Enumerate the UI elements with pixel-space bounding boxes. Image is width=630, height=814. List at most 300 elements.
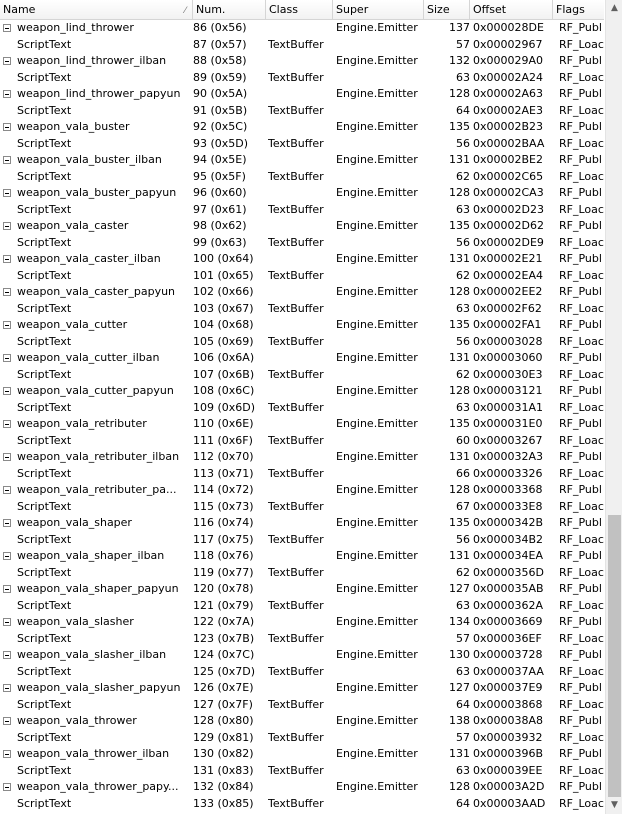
row-num: 96 (0x60) (193, 186, 247, 199)
table-row[interactable] (0, 515, 604, 532)
row-offset: 0x000033E8 (473, 499, 543, 513)
row-offset: 0x00002D23 (473, 202, 544, 216)
table-row[interactable] (0, 202, 604, 219)
row-class: TextBuffer (268, 532, 324, 546)
row-name: weapon_vala_slasher (17, 615, 134, 628)
row-super (336, 70, 424, 87)
table-row[interactable] (0, 796, 604, 813)
row-name: ScriptText (17, 664, 72, 678)
name-cell (0, 235, 190, 252)
row-flags: RF_Publ (559, 186, 602, 199)
table-row[interactable] (0, 565, 604, 582)
row-offset: 0x000037AA (473, 664, 544, 678)
row-class: TextBuffer (268, 70, 324, 84)
row-size: 128 (449, 780, 470, 793)
row-size: 56 (456, 334, 470, 348)
row-num: 100 (0x64) (193, 252, 254, 265)
table-row[interactable] (0, 482, 604, 499)
row-num: 109 (0x6D) (193, 400, 256, 414)
row-super (336, 433, 424, 450)
row-name: weapon_vala_buster_papyun (17, 186, 177, 199)
row-num: 95 (0x5F) (193, 169, 246, 183)
collapse-toggle-icon[interactable] (3, 750, 11, 758)
row-num: 123 (0x7B) (193, 631, 255, 645)
row-offset: 0x000039EE (473, 763, 543, 777)
row-offset: 0x00002B23 (473, 120, 544, 133)
row-offset: 0x00002AE3 (473, 103, 543, 117)
table-row[interactable] (0, 466, 604, 483)
row-size: 135 (449, 516, 470, 529)
row-flags: RF_Publ (559, 120, 602, 133)
row-offset: 0x000032A3 (473, 450, 544, 463)
row-class: TextBuffer (268, 796, 324, 810)
row-flags: RF_Publ (559, 351, 602, 364)
table-row[interactable] (0, 416, 604, 433)
row-super (336, 631, 424, 648)
row-num: 125 (0x7D) (193, 664, 256, 678)
row-offset: 0x00003028 (473, 334, 543, 348)
row-class: TextBuffer (268, 136, 324, 150)
row-name: ScriptText (17, 136, 72, 150)
row-class: TextBuffer (268, 598, 324, 612)
row-super (336, 598, 424, 615)
row-num: 88 (0x58) (193, 54, 247, 67)
row-name: weapon_vala_cutter (17, 318, 128, 331)
row-size: 63 (456, 70, 470, 84)
row-flags: RF_Publ (559, 54, 602, 67)
row-flags: RF_Publ (559, 318, 602, 331)
table-row[interactable] (0, 680, 604, 697)
name-cell (0, 746, 190, 763)
row-class: TextBuffer (268, 433, 324, 447)
table-row[interactable] (0, 400, 604, 417)
row-num: 93 (0x5D) (193, 136, 249, 150)
row-super (336, 697, 424, 714)
column-offset-label: Offset (473, 3, 507, 16)
column-header-class[interactable] (266, 0, 333, 19)
column-name-label: Name (3, 3, 36, 16)
row-super (336, 301, 424, 318)
table-row[interactable] (0, 367, 604, 384)
row-size: 135 (449, 417, 470, 430)
row-num: 132 (0x84) (193, 780, 254, 793)
row-super (336, 136, 424, 153)
row-size: 135 (449, 120, 470, 133)
row-num: 86 (0x56) (193, 21, 247, 34)
column-class-label: Class (269, 3, 298, 16)
row-flags: RF_Loac (559, 37, 604, 51)
row-num: 92 (0x5C) (193, 120, 248, 133)
row-offset: 0x00002DE9 (473, 235, 544, 249)
row-name: ScriptText (17, 367, 72, 381)
row-flags: RF_Publ (559, 714, 602, 727)
row-flags: RF_Publ (559, 417, 602, 430)
scroll-down-icon[interactable]: ▼ (611, 800, 618, 810)
name-cell (0, 680, 190, 697)
row-flags: RF_Loac (559, 70, 604, 84)
row-flags: RF_Publ (559, 87, 602, 100)
row-name: weapon_vala_cutter_papyun (17, 384, 174, 397)
name-cell (0, 334, 190, 351)
row-class (268, 482, 334, 499)
row-name: weapon_vala_caster_papyun (17, 285, 176, 298)
row-super: Engine.Emitter (336, 582, 418, 595)
scrollbar-thumb[interactable] (608, 515, 621, 797)
row-size: 57 (456, 631, 470, 645)
table-row[interactable] (0, 53, 604, 70)
row-super (336, 763, 424, 780)
row-super: Engine.Emitter (336, 351, 418, 364)
column-header-flags[interactable] (553, 0, 604, 19)
row-size: 56 (456, 235, 470, 249)
row-offset: 0x00003868 (473, 697, 543, 711)
row-offset: 0x000034EA (473, 549, 543, 562)
row-class (268, 185, 334, 202)
row-name: ScriptText (17, 37, 72, 51)
row-class: TextBuffer (268, 268, 324, 282)
row-super (336, 730, 424, 747)
table-row[interactable] (0, 763, 604, 780)
collapse-toggle-icon[interactable] (3, 453, 11, 461)
collapse-toggle-icon[interactable] (3, 24, 11, 32)
row-num: 103 (0x67) (193, 301, 254, 315)
row-size: 62 (456, 268, 470, 282)
table-row[interactable] (0, 631, 604, 648)
table-row[interactable] (0, 169, 604, 186)
name-cell (0, 664, 190, 681)
name-cell (0, 136, 190, 153)
row-num: 101 (0x65) (193, 268, 254, 282)
row-num: 106 (0x6A) (193, 351, 255, 364)
row-name: weapon_vala_thrower (17, 714, 137, 727)
row-class: TextBuffer (268, 499, 324, 513)
collapse-toggle-icon[interactable] (3, 57, 11, 65)
table-row[interactable] (0, 70, 604, 87)
row-size: 66 (456, 466, 470, 480)
row-class: TextBuffer (268, 37, 324, 51)
row-super (336, 565, 424, 582)
table-row[interactable] (0, 86, 604, 103)
row-super (336, 532, 424, 549)
name-cell (0, 779, 190, 796)
name-cell (0, 20, 190, 37)
row-num: 110 (0x6E) (193, 417, 254, 430)
table-row[interactable] (0, 235, 604, 252)
row-num: 115 (0x73) (193, 499, 254, 513)
row-flags: RF_Loac (559, 499, 604, 513)
row-super: Engine.Emitter (336, 549, 418, 562)
row-super (336, 37, 424, 54)
collapse-toggle-icon[interactable] (3, 222, 11, 230)
column-header-offset[interactable] (470, 0, 553, 19)
row-class: TextBuffer (268, 301, 324, 315)
row-size: 131 (449, 747, 470, 760)
table-row[interactable] (0, 647, 604, 664)
table-row[interactable] (0, 713, 604, 730)
name-cell (0, 37, 190, 54)
row-super: Engine.Emitter (336, 450, 418, 463)
table-row[interactable] (0, 449, 604, 466)
row-flags: RF_Loac (559, 268, 604, 282)
row-class (268, 251, 334, 268)
row-offset: 0x00002967 (473, 37, 543, 51)
row-name: weapon_vala_retributer_pa... (17, 483, 177, 496)
row-name: weapon_vala_shaper_papyun (17, 582, 179, 595)
collapse-toggle-icon[interactable] (3, 321, 11, 329)
name-cell (0, 697, 190, 714)
table-row[interactable] (0, 433, 604, 450)
name-cell (0, 614, 190, 631)
table-row[interactable] (0, 103, 604, 120)
collapse-toggle-icon[interactable] (3, 486, 11, 494)
column-flags-label: Flags (556, 3, 585, 16)
row-num: 120 (0x78) (193, 582, 254, 595)
row-size: 62 (456, 169, 470, 183)
name-cell (0, 251, 190, 268)
row-size: 64 (456, 103, 470, 117)
row-class (268, 614, 334, 631)
column-header-super[interactable] (333, 0, 424, 19)
row-offset: 0x000028DE (473, 21, 544, 34)
row-class (268, 152, 334, 169)
collapse-toggle-icon[interactable] (3, 585, 11, 593)
name-cell (0, 86, 190, 103)
row-flags: RF_Loac (559, 763, 604, 777)
table-row[interactable] (0, 532, 604, 549)
table-row[interactable] (0, 152, 604, 169)
row-size: 63 (456, 763, 470, 777)
row-num: 116 (0x74) (193, 516, 254, 529)
row-size: 128 (449, 186, 470, 199)
row-super (336, 664, 424, 681)
row-size: 134 (449, 615, 470, 628)
collapse-toggle-icon[interactable] (3, 255, 11, 263)
row-name: ScriptText (17, 565, 72, 579)
row-super (336, 235, 424, 252)
table-row[interactable] (0, 251, 604, 268)
row-size: 63 (456, 301, 470, 315)
row-flags: RF_Loac (559, 136, 604, 150)
row-size: 130 (449, 648, 470, 661)
row-class: TextBuffer (268, 103, 324, 117)
row-super (336, 103, 424, 120)
row-name: ScriptText (17, 730, 72, 744)
name-cell (0, 515, 190, 532)
row-num: 91 (0x5B) (193, 103, 248, 117)
table-row[interactable] (0, 697, 604, 714)
row-class (268, 449, 334, 466)
row-size: 128 (449, 285, 470, 298)
row-super: Engine.Emitter (336, 681, 418, 694)
row-class (268, 383, 334, 400)
name-cell (0, 466, 190, 483)
row-size: 135 (449, 318, 470, 331)
row-num: 124 (0x7C) (193, 648, 255, 661)
row-flags: RF_Publ (559, 615, 602, 628)
name-cell (0, 218, 190, 235)
row-class: TextBuffer (268, 565, 324, 579)
row-super (336, 334, 424, 351)
table-row[interactable] (0, 218, 604, 235)
table-row[interactable] (0, 268, 604, 285)
collapse-toggle-icon[interactable] (3, 90, 11, 98)
row-super: Engine.Emitter (336, 516, 418, 529)
table-row[interactable] (0, 548, 604, 565)
row-class (268, 548, 334, 565)
row-offset: 0x00002F62 (473, 301, 542, 315)
collapse-toggle-icon[interactable] (3, 783, 11, 791)
table-row[interactable] (0, 136, 604, 153)
row-flags: RF_Loac (559, 301, 604, 315)
row-name: weapon_vala_slasher_ilban (17, 648, 167, 661)
table-row[interactable] (0, 598, 604, 615)
table-row[interactable] (0, 614, 604, 631)
row-offset: 0x00002A24 (473, 70, 544, 84)
row-flags: RF_Publ (559, 285, 602, 298)
table-row[interactable] (0, 334, 604, 351)
row-name: ScriptText (17, 631, 72, 645)
row-num: 102 (0x66) (193, 285, 254, 298)
row-super: Engine.Emitter (336, 417, 418, 430)
row-class (268, 581, 334, 598)
row-flags: RF_Loac (559, 433, 604, 447)
row-super: Engine.Emitter (336, 384, 418, 397)
row-name: weapon_vala_caster (17, 219, 129, 232)
collapse-toggle-icon[interactable] (3, 519, 11, 527)
row-name: weapon_vala_thrower_ilban (17, 747, 170, 760)
row-num: 122 (0x7A) (193, 615, 255, 628)
collapse-toggle-icon[interactable] (3, 717, 11, 725)
table-row[interactable] (0, 20, 604, 37)
row-size: 62 (456, 565, 470, 579)
row-name: ScriptText (17, 268, 72, 282)
table-row[interactable] (0, 37, 604, 54)
row-name: ScriptText (17, 433, 72, 447)
row-size: 132 (449, 54, 470, 67)
name-cell (0, 532, 190, 549)
row-offset: 0x00003AAD (473, 796, 546, 810)
row-super (336, 466, 424, 483)
name-cell (0, 763, 190, 780)
row-num: 121 (0x79) (193, 598, 254, 612)
name-cell (0, 169, 190, 186)
table-row[interactable] (0, 664, 604, 681)
column-header-size[interactable] (424, 0, 470, 19)
table-row[interactable] (0, 317, 604, 334)
name-cell (0, 53, 190, 70)
row-class: TextBuffer (268, 235, 324, 249)
name-cell (0, 202, 190, 219)
table-row[interactable] (0, 730, 604, 747)
row-size: 64 (456, 697, 470, 711)
row-size: 63 (456, 664, 470, 678)
row-name: weapon_vala_buster_ilban (17, 153, 162, 166)
row-class (268, 680, 334, 697)
collapse-toggle-icon[interactable] (3, 189, 11, 197)
row-flags: RF_Loac (559, 598, 604, 612)
collapse-toggle-icon[interactable] (3, 684, 11, 692)
row-super: Engine.Emitter (336, 21, 418, 34)
row-class (268, 20, 334, 37)
row-super: Engine.Emitter (336, 285, 418, 298)
collapse-toggle-icon[interactable] (3, 354, 11, 362)
row-size: 63 (456, 400, 470, 414)
row-flags: RF_Loac (559, 664, 604, 678)
row-super: Engine.Emitter (336, 780, 418, 793)
collapse-toggle-icon[interactable] (3, 288, 11, 296)
row-flags: RF_Loac (559, 532, 604, 546)
table-row[interactable] (0, 383, 604, 400)
collapse-toggle-icon[interactable] (3, 156, 11, 164)
table-row[interactable] (0, 350, 604, 367)
row-super: Engine.Emitter (336, 219, 418, 232)
collapse-toggle-icon[interactable] (3, 123, 11, 131)
row-size: 128 (449, 87, 470, 100)
row-offset: 0x00003121 (473, 384, 543, 397)
table-row[interactable] (0, 581, 604, 598)
vertical-scrollbar[interactable] (605, 0, 623, 814)
row-flags: RF_Loac (559, 565, 604, 579)
name-cell (0, 317, 190, 334)
row-num: 117 (0x75) (193, 532, 254, 546)
collapse-toggle-icon[interactable] (3, 387, 11, 395)
row-size: 131 (449, 450, 470, 463)
table-row[interactable] (0, 185, 604, 202)
row-num: 126 (0x7E) (193, 681, 254, 694)
name-cell (0, 152, 190, 169)
row-size: 64 (456, 796, 470, 810)
row-name: ScriptText (17, 235, 72, 249)
name-cell (0, 730, 190, 747)
table-row[interactable] (0, 284, 604, 301)
row-offset: 0x0000342B (473, 516, 544, 529)
scroll-up-icon[interactable]: ▲ (611, 3, 618, 13)
collapse-toggle-icon[interactable] (3, 420, 11, 428)
table-row[interactable] (0, 746, 604, 763)
row-flags: RF_Publ (559, 450, 602, 463)
row-size: 138 (449, 714, 470, 727)
row-offset: 0x00002E21 (473, 252, 543, 265)
column-header-name[interactable] (0, 0, 193, 19)
row-name: weapon_lind_thrower (17, 21, 134, 34)
row-offset: 0x000030E3 (473, 367, 543, 381)
table-row[interactable] (0, 119, 604, 136)
row-super: Engine.Emitter (336, 87, 418, 100)
row-name: ScriptText (17, 334, 72, 348)
row-size: 67 (456, 499, 470, 513)
table-row[interactable] (0, 499, 604, 516)
row-class (268, 86, 334, 103)
row-offset: 0x000034B2 (473, 532, 544, 546)
row-name: ScriptText (17, 598, 72, 612)
row-offset: 0x00002BAA (473, 136, 545, 150)
column-header (0, 0, 604, 20)
row-offset: 0x00003326 (473, 466, 543, 480)
column-super-label: Super (336, 3, 369, 16)
collapse-toggle-icon[interactable] (3, 618, 11, 626)
collapse-toggle-icon[interactable] (3, 651, 11, 659)
row-class (268, 284, 334, 301)
table-row[interactable] (0, 301, 604, 318)
row-name: ScriptText (17, 499, 72, 513)
name-cell (0, 103, 190, 120)
row-num: 105 (0x69) (193, 334, 254, 348)
column-header-num[interactable] (193, 0, 266, 19)
collapse-toggle-icon[interactable] (3, 552, 11, 560)
table-row[interactable] (0, 779, 604, 796)
row-super: Engine.Emitter (336, 615, 418, 628)
row-super: Engine.Emitter (336, 483, 418, 496)
